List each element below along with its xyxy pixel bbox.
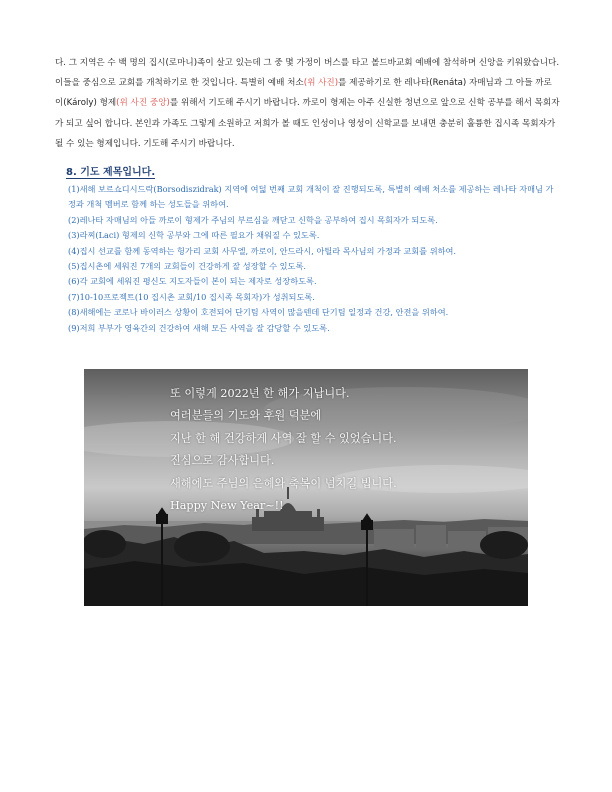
city-skyline-photo	[84, 369, 528, 606]
greeting-line: Happy New Year~!!	[170, 499, 284, 513]
photo-reference-note: (위 사진)	[303, 78, 339, 89]
intro-paragraph	[55, 53, 560, 154]
prayer-item: (5)집시촌에 세워진 7개의 교회들이 건강하게 잘 성장할 수 있도록.	[68, 261, 306, 272]
prayer-item: (9)저희 부부가 영육간의 건강하여 새해 모든 사역을 잘 감당할 수 있도록.	[68, 322, 330, 333]
photo-center-reference-note: (위 사진 중앙)	[116, 98, 170, 109]
greeting-line: 또 이렇게 2022년 한 해가 지납니다.	[170, 387, 350, 400]
prayer-item: (8)새해에는 코로나 바이러스 상황이 호전되어 단기팀 사역이 많을텐데 단기팀 일정과 건강, 안전을 위하여.	[68, 307, 449, 318]
prayer-item: (7)10-10프로젝트(10 집시촌 교회/10 집시족 목회자)가 성취되도록.	[68, 291, 315, 302]
prayer-item: (3)라찌(Laci) 형제의 신학 공부와 그에 따른 필요가 채워질 수 있도록.	[68, 230, 320, 241]
section-heading	[66, 166, 155, 180]
prayer-item: (2)레나타 자매님의 아들 까로이 형제가 주님의 부르심을 깨닫고 신학을 공부하여 집시 목회자가 되도록.	[68, 214, 438, 225]
prayer-item: (1)새해 보르쇼디시드락(Borsodiszidrak) 지역에 여덟 번째 교회 개척이 잘 진행되도록, 특별히 예배 처소를 제공하는 레나타 자매님 가정과 개척 멤버로 함께 하는 성도들을 위하여.	[68, 184, 554, 210]
prayer-list	[55, 182, 560, 336]
greeting-line: 지난 한 해 건강하게 사역 잘 할 수 있었습니다.	[170, 431, 397, 445]
section-heading-text: 8. 기도 제목입니다.	[66, 167, 156, 178]
greeting-line: 새해에도 주님의 은혜와 축복이 넘치길 빕니다.	[170, 476, 397, 490]
prayer-item: (6)각 교회에 세워진 평신도 지도자들이 본이 되는 제자로 성장하도록.	[68, 276, 317, 287]
prayer-item: (4)집시 선교를 함께 동역하는 헝가리 교회 사무엘, 까로이, 안드라시, 아틸라 목사님의 가정과 교회를 위하여.	[68, 245, 457, 256]
greeting-line: 여러분들의 기도와 후원 덕분에	[170, 409, 322, 423]
greeting-line: 진심으로 감사합니다.	[170, 454, 275, 468]
intro-text-1: 다. 그 지역은 수 백 명의 집시(로마니)족이 살고 있는데 그 중 몇 가정이 버스를 타고 볼드바교회 예배에 참석하며 신앙을 키워왔습니다. 이들을 중심으로 교회를 개척하기로 한 것입니다. 특별히 예배 처소	[55, 58, 560, 89]
new-year-greeting	[170, 383, 397, 517]
intro-text-3: 를 위해서 기도해 주시기 바랍니다. 까로이 형제는 아주 신실한 청년으로 앞으로 신학 공부를 해서 목회자가 되고 싶어 합니다. 본인과 가족도 그렇게 소원하고 저희가 볼 때도 인성이나 영성이 신학교를 보내면 충분히 훌륭한 집시족 목회자가 될 수 있는 형제입니다. 기도해 주시기 바랍니다.	[55, 98, 560, 149]
intro-text-2: 를 제공하기로 한 레나타(Renáta) 자매님과 그 아들 까로이(Károly) 형제	[55, 78, 552, 109]
